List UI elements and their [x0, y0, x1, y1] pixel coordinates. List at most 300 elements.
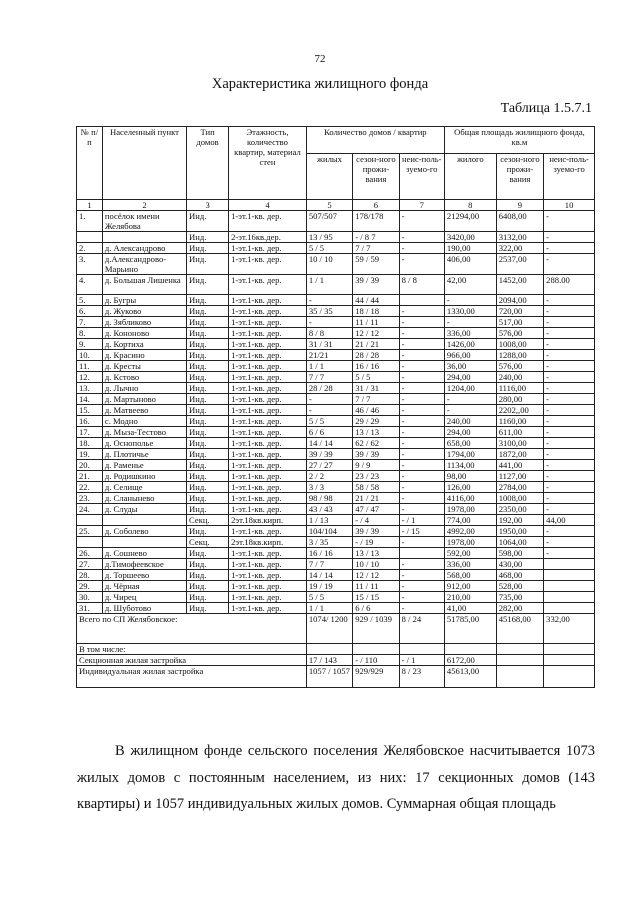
area-unused-cell: - — [544, 405, 595, 416]
settlement-cell: д. Шуботово — [102, 603, 186, 614]
settlement-cell: д. Кресты — [102, 361, 186, 372]
row-num-cell: 24. — [77, 504, 103, 515]
houses-residential-cell: - — [306, 317, 352, 328]
houses-residential-cell: 7 / 7 — [306, 559, 352, 570]
settlement-cell: д. Селище — [102, 482, 186, 493]
houses-unused-cell: 8 / 8 — [399, 275, 444, 295]
column-number: 1 — [77, 200, 103, 211]
area-seasonal-cell: 6408,00 — [496, 211, 543, 232]
column-number: 8 — [444, 200, 496, 211]
houses-residential-cell: 1 / 1 — [306, 603, 352, 614]
houses-residential-cell: 21/21 — [306, 350, 352, 361]
row-num-cell: 9. — [77, 339, 103, 350]
table-row — [77, 493, 595, 504]
houses-seasonal-cell: 5 / 5 — [353, 372, 399, 383]
settlement-cell: д. Александрово — [102, 243, 186, 254]
floors-material-cell: 1-эт.1-кв. дер. — [229, 339, 307, 350]
house-type-cell: Инд. — [187, 427, 229, 438]
header-floors: Этажность, количество квартир, материал стен — [229, 127, 307, 200]
houses-unused-cell: - — [399, 449, 444, 460]
area-unused-cell — [544, 592, 595, 603]
houses-seasonal-cell: 13 / 13 — [353, 548, 399, 559]
area-unused-cell: - — [544, 438, 595, 449]
area-residential-cell: 912,00 — [444, 581, 496, 592]
settlement-cell: д. Мартыново — [102, 394, 186, 405]
table-row — [77, 243, 595, 254]
house-type-cell: Инд. — [187, 350, 229, 361]
floors-material-cell: 1-эт.1-кв. дер. — [229, 559, 307, 570]
floors-material-cell: 1-эт.1-кв. дер. — [229, 603, 307, 614]
table-row — [77, 427, 595, 438]
houses-seasonal-cell: 7 / 7 — [353, 243, 399, 254]
houses-residential-cell: 8 / 8 — [306, 328, 352, 339]
column-number: 2 — [102, 200, 186, 211]
individual-houses-seasonal: 929/929 — [353, 666, 399, 688]
area-unused-cell: - — [544, 295, 595, 306]
house-type-cell: Инд. — [187, 592, 229, 603]
area-seasonal-cell: 1452,00 — [496, 275, 543, 295]
houses-seasonal-cell: 39 / 39 — [353, 449, 399, 460]
house-type-cell: Инд. — [187, 449, 229, 460]
house-type-cell: Секц. — [187, 537, 229, 548]
area-unused-cell — [544, 570, 595, 581]
area-unused-cell: - — [544, 537, 595, 548]
area-seasonal-cell: 1127,00 — [496, 471, 543, 482]
area-seasonal-cell: 441,00 — [496, 460, 543, 471]
area-residential-cell: - — [444, 394, 496, 405]
floors-material-cell: 1-эт.1-кв. дер. — [229, 592, 307, 603]
houses-seasonal-cell: 39 / 39 — [353, 275, 399, 295]
header-houses-group: Количество домов / квартир — [306, 127, 444, 154]
table-row — [77, 559, 595, 570]
row-num-cell: 23. — [77, 493, 103, 504]
row-num-cell: 11. — [77, 361, 103, 372]
houses-residential-cell: 5 / 5 — [306, 416, 352, 427]
houses-seasonal-cell: 16 / 16 — [353, 361, 399, 372]
settlement-cell: с. Модно — [102, 416, 186, 427]
area-unused-cell — [544, 603, 595, 614]
settlement-cell: д.Александрово-Марьино — [102, 254, 186, 275]
houses-residential-cell: 3 / 3 — [306, 482, 352, 493]
house-type-cell: Инд. — [187, 306, 229, 317]
area-seasonal-cell: 1008,00 — [496, 493, 543, 504]
floors-material-cell: 1-эт.1-кв. дер. — [229, 295, 307, 306]
area-unused-cell: - — [544, 211, 595, 232]
houses-residential-cell: 1 / 1 — [306, 275, 352, 295]
houses-unused-cell: - — [399, 405, 444, 416]
row-num-cell: 21. — [77, 471, 103, 482]
house-type-cell: Инд. — [187, 438, 229, 449]
housing-stock-table — [76, 126, 595, 688]
floors-material-cell: 2-эт.16кв.дер. — [229, 232, 307, 243]
area-seasonal-cell: 430,00 — [496, 559, 543, 570]
house-type-cell: Инд. — [187, 295, 229, 306]
houses-unused-cell: - — [399, 438, 444, 449]
area-residential-cell: 1426,00 — [444, 339, 496, 350]
area-residential-cell: 658,00 — [444, 438, 496, 449]
houses-unused-cell: - — [399, 482, 444, 493]
area-unused-cell: - — [544, 372, 595, 383]
house-type-cell: Инд. — [187, 482, 229, 493]
houses-seasonal-cell: 9 / 9 — [353, 460, 399, 471]
table-row — [77, 361, 595, 372]
table-row — [77, 275, 595, 295]
settlement-cell: д. Матвеево — [102, 405, 186, 416]
houses-unused-cell: - — [399, 559, 444, 570]
houses-seasonal-cell: 59 / 59 — [353, 254, 399, 275]
summary-paragraph: В жилищном фонде сельского поселения Желябовское насчитывается 1073 жилых домов с постоянным населением, из них: 17 секционных домов (143 квартиры) и 1057 индивидуальных жилых домов. Суммарная общая площадь — [77, 743, 595, 812]
area-seasonal-cell: 735,00 — [496, 592, 543, 603]
area-residential-cell: 210,00 — [444, 592, 496, 603]
sectional-area-residential: 6172,00 — [444, 655, 496, 666]
house-type-cell: Инд. — [187, 328, 229, 339]
table-row — [77, 405, 595, 416]
houses-seasonal-cell: - / 8 7 — [353, 232, 399, 243]
house-type-cell: Инд. — [187, 548, 229, 559]
area-residential-cell: 406,00 — [444, 254, 496, 275]
area-residential-cell: 126,00 — [444, 482, 496, 493]
area-residential-cell: 1978,00 — [444, 537, 496, 548]
table-row — [77, 471, 595, 482]
area-seasonal-cell: 1116,00 — [496, 383, 543, 394]
row-num-cell: 12. — [77, 372, 103, 383]
table-row — [77, 537, 595, 548]
area-residential-cell: 1204,00 — [444, 383, 496, 394]
house-type-cell: Инд. — [187, 416, 229, 427]
houses-residential-cell: 10 / 10 — [306, 254, 352, 275]
individual-houses-unused: 8 / 23 — [399, 666, 444, 688]
area-residential-cell: 21294,00 — [444, 211, 496, 232]
area-seasonal-cell: 2202,,00 — [496, 405, 543, 416]
floors-material-cell: 1-эт.1-кв. дер. — [229, 438, 307, 449]
area-seasonal-cell: 720,00 — [496, 306, 543, 317]
area-residential-cell: 3420,00 — [444, 232, 496, 243]
area-residential-cell: 4116,00 — [444, 493, 496, 504]
area-residential-cell: 4992,00 — [444, 526, 496, 537]
table-body — [77, 211, 595, 614]
header-houses-unused: неис-поль-зуемо-го — [399, 154, 444, 200]
houses-unused-cell: - — [399, 254, 444, 275]
houses-residential-cell: 1 / 13 — [306, 515, 352, 526]
table-row — [77, 460, 595, 471]
area-unused-cell: - — [544, 427, 595, 438]
area-residential-cell: - — [444, 295, 496, 306]
houses-residential-cell: 3 / 35 — [306, 537, 352, 548]
houses-seasonal-cell: 28 / 28 — [353, 350, 399, 361]
houses-residential-cell: 7 / 7 — [306, 372, 352, 383]
houses-unused-cell — [399, 295, 444, 306]
area-unused-cell: 44,00 — [544, 515, 595, 526]
area-seasonal-cell: 322,00 — [496, 243, 543, 254]
area-seasonal-cell: 192,00 — [496, 515, 543, 526]
table-row — [77, 504, 595, 515]
area-unused-cell — [544, 581, 595, 592]
houses-residential-cell: 1 / 1 — [306, 361, 352, 372]
floors-material-cell: 1-эт.1-кв. дер. — [229, 394, 307, 405]
houses-seasonal-cell: 11 / 11 — [353, 581, 399, 592]
houses-seasonal-cell: 13 / 13 — [353, 427, 399, 438]
area-residential-cell: 190,00 — [444, 243, 496, 254]
header-houses-seasonal: сезон-ного прожи-вания — [353, 154, 399, 200]
settlement-cell: д. Кононово — [102, 328, 186, 339]
area-unused-cell: - — [544, 416, 595, 427]
table-row — [77, 254, 595, 275]
houses-seasonal-cell: 29 / 29 — [353, 416, 399, 427]
houses-unused-cell: - — [399, 317, 444, 328]
area-unused-cell: - — [544, 449, 595, 460]
area-seasonal-cell: 576,00 — [496, 328, 543, 339]
table-row — [77, 295, 595, 306]
houses-seasonal-cell: 6 / 6 — [353, 603, 399, 614]
houses-unused-cell: - — [399, 460, 444, 471]
area-residential-cell: 1134,00 — [444, 460, 496, 471]
houses-unused-cell: - / 1 — [399, 515, 444, 526]
houses-seasonal-cell: 12 / 12 — [353, 570, 399, 581]
area-unused-cell: - — [544, 493, 595, 504]
settlement-cell: д. Родишкино — [102, 471, 186, 482]
houses-unused-cell: - — [399, 328, 444, 339]
total-houses-unused: 8 / 24 — [399, 614, 444, 644]
settlement-cell — [102, 232, 186, 243]
houses-seasonal-cell: 10 / 10 — [353, 559, 399, 570]
houses-unused-cell: - — [399, 592, 444, 603]
floors-material-cell: 1-эт.1-кв. дер. — [229, 482, 307, 493]
row-num-cell: 6. — [77, 306, 103, 317]
area-seasonal-cell: 468,00 — [496, 570, 543, 581]
houses-seasonal-cell: - / 4 — [353, 515, 399, 526]
floors-material-cell: 1-эт.1-кв. дер. — [229, 427, 307, 438]
settlement-cell: д. Кортиха — [102, 339, 186, 350]
row-num-cell: 28. — [77, 570, 103, 581]
floors-material-cell: 1-эт.1-кв. дер. — [229, 254, 307, 275]
house-type-cell: Инд. — [187, 394, 229, 405]
settlement-cell: д. Мыза-Тестово — [102, 427, 186, 438]
floors-material-cell: 1-эт.1-кв. дер. — [229, 416, 307, 427]
row-num-cell: 5. — [77, 295, 103, 306]
house-type-cell: Инд. — [187, 570, 229, 581]
area-seasonal-cell: 1064,00 — [496, 537, 543, 548]
area-seasonal-cell: 1872,00 — [496, 449, 543, 460]
area-residential-cell: 1978,00 — [444, 504, 496, 515]
header-area-group: Общая площадь жилищного фонда, кв.м — [444, 127, 594, 154]
table-row — [77, 339, 595, 350]
houses-unused-cell: - — [399, 493, 444, 504]
settlement-cell: д. Бугры — [102, 295, 186, 306]
area-seasonal-cell: 2537,00 — [496, 254, 543, 275]
sectional-label: Секционная жилая застройка — [77, 655, 307, 666]
area-residential-cell: 41,00 — [444, 603, 496, 614]
table-row — [77, 350, 595, 361]
row-num-cell: 27. — [77, 559, 103, 570]
area-seasonal-cell: 528,00 — [496, 581, 543, 592]
area-residential-cell: 336,00 — [444, 559, 496, 570]
area-residential-cell: 42,00 — [444, 275, 496, 295]
houses-seasonal-cell: 178/178 — [353, 211, 399, 232]
total-area-residential: 51785,00 — [444, 614, 496, 644]
sectional-houses-residential: 17 / 143 — [306, 655, 352, 666]
houses-residential-cell: 27 / 27 — [306, 460, 352, 471]
table-row — [77, 526, 595, 537]
table-row — [77, 328, 595, 339]
row-num-cell: 18. — [77, 438, 103, 449]
houses-unused-cell: - — [399, 427, 444, 438]
area-unused-cell: - — [544, 526, 595, 537]
houses-residential-cell: 5 / 5 — [306, 243, 352, 254]
area-unused-cell: - — [544, 394, 595, 405]
floors-material-cell: 1-эт.1-кв. дер. — [229, 211, 307, 232]
house-type-cell: Инд. — [187, 317, 229, 328]
houses-residential-cell: 13 / 95 — [306, 232, 352, 243]
area-unused-cell: - — [544, 306, 595, 317]
settlement-cell: д. Плотичье — [102, 449, 186, 460]
houses-seasonal-cell: 23 / 23 — [353, 471, 399, 482]
column-number: 3 — [187, 200, 229, 211]
area-residential-cell: 294,00 — [444, 427, 496, 438]
header-houses-residential: жилых — [306, 154, 352, 200]
houses-unused-cell: - — [399, 416, 444, 427]
floors-material-cell: 2эт.18кв.кирп. — [229, 515, 307, 526]
column-number: 5 — [306, 200, 352, 211]
houses-residential-cell: 6 / 6 — [306, 427, 352, 438]
settlement-cell: д. Сланынево — [102, 493, 186, 504]
houses-residential-cell: - — [306, 295, 352, 306]
row-num-cell: 7. — [77, 317, 103, 328]
column-number: 6 — [353, 200, 399, 211]
house-type-cell: Инд. — [187, 581, 229, 592]
table-summary — [77, 614, 595, 688]
settlement-cell: д. Оснополье — [102, 438, 186, 449]
houses-residential-cell: 43 / 43 — [306, 504, 352, 515]
settlement-cell: д. Соболево — [102, 526, 186, 537]
total-area-unused: 332,00 — [544, 614, 595, 644]
house-type-cell: Инд. — [187, 559, 229, 570]
houses-unused-cell: - — [399, 372, 444, 383]
houses-unused-cell: - — [399, 211, 444, 232]
houses-seasonal-cell: 21 / 21 — [353, 339, 399, 350]
area-seasonal-cell: 611,00 — [496, 427, 543, 438]
settlement-cell: д. Чирец — [102, 592, 186, 603]
settlement-cell: д. Жуково — [102, 306, 186, 317]
individual-label: Индивидуальная жилая застройка — [77, 666, 307, 688]
area-seasonal-cell: 1950,00 — [496, 526, 543, 537]
header-type: Тип домов — [187, 127, 229, 200]
house-type-cell: Инд. — [187, 383, 229, 394]
area-unused-cell: - — [544, 504, 595, 515]
houses-seasonal-cell: 58 / 58 — [353, 482, 399, 493]
row-num-cell: 29. — [77, 581, 103, 592]
floors-material-cell: 1-эт.1-кв. дер. — [229, 243, 307, 254]
houses-residential-cell: 507/507 — [306, 211, 352, 232]
houses-residential-cell: - — [306, 405, 352, 416]
page-number: 72 — [314, 53, 326, 65]
floors-material-cell: 1-эт.1-кв. дер. — [229, 328, 307, 339]
houses-residential-cell: 2 / 2 — [306, 471, 352, 482]
floors-material-cell: 1-эт.1-кв. дер. — [229, 449, 307, 460]
houses-residential-cell: 28 / 28 — [306, 383, 352, 394]
area-seasonal-cell: 576,00 — [496, 361, 543, 372]
floors-material-cell: 1-эт.1-кв. дер. — [229, 383, 307, 394]
table-row — [77, 306, 595, 317]
houses-seasonal-cell: 39 / 39 — [353, 526, 399, 537]
house-type-cell: Инд. — [187, 603, 229, 614]
houses-unused-cell: - — [399, 306, 444, 317]
houses-residential-cell: - — [306, 394, 352, 405]
area-unused-cell: - — [544, 350, 595, 361]
settlement-cell: д. Большая Лишенка — [102, 275, 186, 295]
area-unused-cell: - — [544, 383, 595, 394]
column-number: 10 — [544, 200, 595, 211]
row-num-cell: 16. — [77, 416, 103, 427]
area-seasonal-cell: 2784,00 — [496, 482, 543, 493]
house-type-cell: Инд. — [187, 254, 229, 275]
houses-unused-cell: - — [399, 383, 444, 394]
table-row — [77, 482, 595, 493]
row-num-cell: 1. — [77, 211, 103, 232]
floors-material-cell: 1-эт.1-кв. дер. — [229, 581, 307, 592]
floors-material-cell: 1-эт.1-кв. дер. — [229, 405, 307, 416]
houses-residential-cell: 14 / 14 — [306, 570, 352, 581]
floors-material-cell: 1-эт.1-кв. дер. — [229, 275, 307, 295]
houses-unused-cell: - — [399, 504, 444, 515]
house-type-cell: Инд. — [187, 339, 229, 350]
houses-unused-cell: - — [399, 243, 444, 254]
table-row — [77, 416, 595, 427]
houses-unused-cell: - — [399, 570, 444, 581]
houses-residential-cell: 5 / 5 — [306, 592, 352, 603]
settlement-cell: посёлок имени Желябова — [102, 211, 186, 232]
settlement-cell — [102, 515, 186, 526]
houses-unused-cell: - — [399, 339, 444, 350]
area-residential-cell: 336,00 — [444, 328, 496, 339]
table-row — [77, 394, 595, 405]
area-unused-cell: 288.00 — [544, 275, 595, 295]
row-num-cell — [77, 515, 103, 526]
row-num-cell: 25. — [77, 526, 103, 537]
row-num-cell: 10. — [77, 350, 103, 361]
table-caption: Таблица 1.5.7.1 — [500, 101, 592, 116]
area-residential-cell: 240,00 — [444, 416, 496, 427]
house-type-cell: Инд. — [187, 471, 229, 482]
house-type-cell: Инд. — [187, 405, 229, 416]
table-row — [77, 570, 595, 581]
house-type-cell: Инд. — [187, 460, 229, 471]
column-number: 9 — [496, 200, 543, 211]
houses-seasonal-cell: 31 / 31 — [353, 383, 399, 394]
table-row — [77, 211, 595, 232]
settlement-cell: д. Слуды — [102, 504, 186, 515]
area-seasonal-cell: 2094,00 — [496, 295, 543, 306]
houses-residential-cell: 98 / 98 — [306, 493, 352, 504]
houses-residential-cell: 19 / 19 — [306, 581, 352, 592]
area-seasonal-cell: 240,00 — [496, 372, 543, 383]
houses-unused-cell: - — [399, 350, 444, 361]
houses-seasonal-cell: 12 / 12 — [353, 328, 399, 339]
houses-residential-cell: 16 / 16 — [306, 548, 352, 559]
floors-material-cell: 1-эт.1-кв. дер. — [229, 504, 307, 515]
floors-material-cell: 2эт.18кв.кирп. — [229, 537, 307, 548]
houses-seasonal-cell: 47 / 47 — [353, 504, 399, 515]
houses-seasonal-cell: 44 / 44 — [353, 295, 399, 306]
header-area-unused: неис-поль-зуемо-го — [544, 154, 595, 200]
row-num-cell: 14. — [77, 394, 103, 405]
houses-seasonal-cell: 7 / 7 — [353, 394, 399, 405]
houses-seasonal-cell: 11 / 11 — [353, 317, 399, 328]
house-type-cell: Инд. — [187, 372, 229, 383]
row-num-cell — [77, 232, 103, 243]
area-seasonal-cell: 280,00 — [496, 394, 543, 405]
area-unused-cell: - — [544, 548, 595, 559]
area-unused-cell: - — [544, 460, 595, 471]
